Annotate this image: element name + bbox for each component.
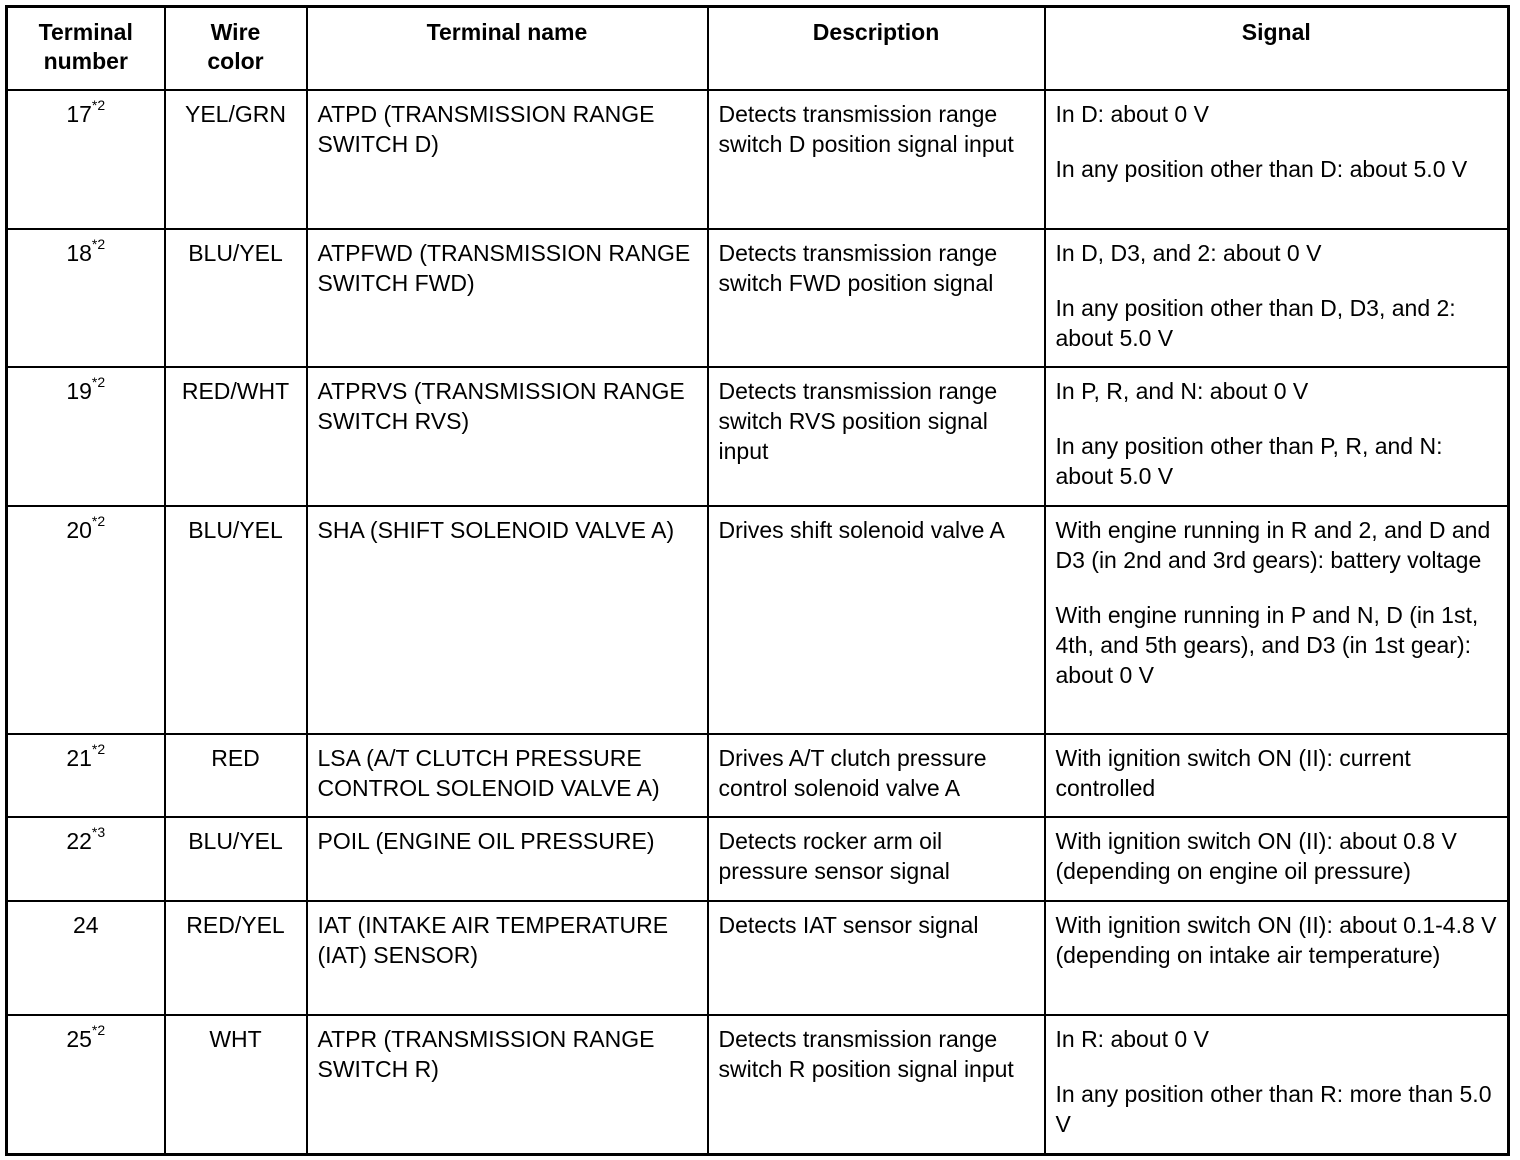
wire-color-cell: YEL/GRN: [165, 90, 307, 229]
header-description: Description: [708, 7, 1045, 90]
signal-cell: [1045, 90, 1509, 229]
signal-cell: [1045, 901, 1509, 1015]
description-cell: Detects transmission range switch FWD position signal: [708, 229, 1045, 367]
table-row: [7, 229, 1509, 367]
table-row: [7, 367, 1509, 506]
terminal-number: 19: [66, 377, 92, 404]
description-cell: Detects transmission range switch D position signal input: [708, 90, 1045, 229]
table-row: [7, 506, 1509, 734]
wire-color-cell: BLU/YEL: [165, 229, 307, 367]
signal-text: With ignition switch ON (II): about 0.8 V (depending on engine oil pressure): [1055, 827, 1457, 884]
signal-text: With ignition switch ON (II): about 0.1-4.8 V (depending on intake air temperature): [1055, 911, 1497, 968]
wire-color-cell: RED/YEL: [165, 901, 307, 1015]
header-wire-color: Wire color: [165, 7, 307, 90]
header-row: [7, 7, 1509, 90]
signal-cell: [1045, 367, 1509, 506]
signal-text: In any position other than D: about 5.0 V: [1055, 155, 1468, 182]
signal-cell: [1045, 1015, 1509, 1155]
terminal-number-cell: [7, 1015, 165, 1155]
footnote-marker: *2: [91, 96, 106, 113]
terminal-name-cell: POIL (ENGINE OIL PRESSURE): [307, 817, 708, 901]
footnote-marker: *3: [91, 823, 106, 840]
wire-color-cell: WHT: [165, 1015, 307, 1155]
footnote-marker: *2: [91, 740, 106, 757]
description-cell: Drives shift solenoid valve A: [708, 506, 1045, 734]
header-terminal-number: Terminal number: [7, 7, 165, 90]
table-row: [7, 1015, 1509, 1155]
signal-text: In P, R, and N: about 0 V: [1055, 377, 1309, 404]
terminal-number: 25: [66, 1025, 92, 1052]
description-cell: Detects transmission range switch RVS position signal input: [708, 367, 1045, 506]
wire-color-cell: RED: [165, 734, 307, 817]
signal-text: In any position other than R: more than 5.0 V: [1055, 1080, 1492, 1137]
terminal-number: 21: [66, 744, 92, 771]
table-row: [7, 90, 1509, 229]
terminal-number-cell: [7, 817, 165, 901]
signal-text: With engine running in R and 2, and D and D3 (in 2nd and 3rd gears): battery voltage: [1055, 516, 1491, 573]
terminal-number: 22: [66, 827, 92, 854]
table-row: [7, 901, 1509, 1015]
terminal-name-cell: LSA (A/T CLUTCH PRESSURE CONTROL SOLENOID VALVE A): [307, 734, 708, 817]
header-terminal-name: Terminal name: [307, 7, 708, 90]
terminal-number-cell: [7, 90, 165, 229]
terminal-number-cell: [7, 506, 165, 734]
terminal-number: 18: [66, 239, 92, 266]
terminal-number-cell: [7, 229, 165, 367]
signal-text: In R: about 0 V: [1055, 1025, 1209, 1052]
description-cell: Detects transmission range switch R position signal input: [708, 1015, 1045, 1155]
wire-color-cell: BLU/YEL: [165, 817, 307, 901]
table-row: [7, 817, 1509, 901]
header-signal: Signal: [1045, 7, 1509, 90]
terminal-name-cell: ATPFWD (TRANSMISSION RANGE SWITCH FWD): [307, 229, 708, 367]
terminal-name-cell: ATPR (TRANSMISSION RANGE SWITCH R): [307, 1015, 708, 1155]
description-cell: Detects rocker arm oil pressure sensor signal: [708, 817, 1045, 901]
footnote-marker: *2: [91, 373, 106, 390]
signal-text: With ignition switch ON (II): current controlled: [1055, 744, 1411, 801]
terminal-number: 17: [66, 100, 92, 127]
terminal-number: 24: [72, 911, 99, 938]
signal-text: In any position other than D, D3, and 2: about 5.0 V: [1055, 294, 1456, 351]
footnote-marker: *2: [91, 235, 106, 252]
terminal-name-cell: ATPRVS (TRANSMISSION RANGE SWITCH RVS): [307, 367, 708, 506]
table-row: [7, 734, 1509, 817]
signal-text: In any position other than P, R, and N: about 5.0 V: [1055, 432, 1443, 489]
signal-text: With engine running in P and N, D (in 1st, 4th, and 5th gears), and D3 (in 1st gear): about 0 V: [1055, 601, 1479, 688]
wire-color-cell: RED/WHT: [165, 367, 307, 506]
footnote-marker: *2: [91, 1021, 106, 1038]
terminal-name-cell: SHA (SHIFT SOLENOID VALVE A): [307, 506, 708, 734]
signal-text: In D, D3, and 2: about 0 V: [1055, 239, 1322, 266]
signal-cell: [1045, 229, 1509, 367]
description-cell: Drives A/T clutch pressure control solenoid valve A: [708, 734, 1045, 817]
terminal-number: 20: [66, 516, 92, 543]
terminal-number-cell: [7, 901, 165, 1015]
terminal-name-cell: IAT (INTAKE AIR TEMPERATURE (IAT) SENSOR): [307, 901, 708, 1015]
terminal-table: [5, 5, 1510, 1156]
terminal-number-cell: [7, 367, 165, 506]
description-cell: Detects IAT sensor signal: [708, 901, 1045, 1015]
footnote-marker: *2: [91, 512, 106, 529]
terminal-name-cell: ATPD (TRANSMISSION RANGE SWITCH D): [307, 90, 708, 229]
signal-cell: [1045, 506, 1509, 734]
terminal-number-cell: [7, 734, 165, 817]
signal-cell: [1045, 734, 1509, 817]
signal-text: In D: about 0 V: [1055, 100, 1209, 127]
wire-color-cell: BLU/YEL: [165, 506, 307, 734]
signal-cell: [1045, 817, 1509, 901]
